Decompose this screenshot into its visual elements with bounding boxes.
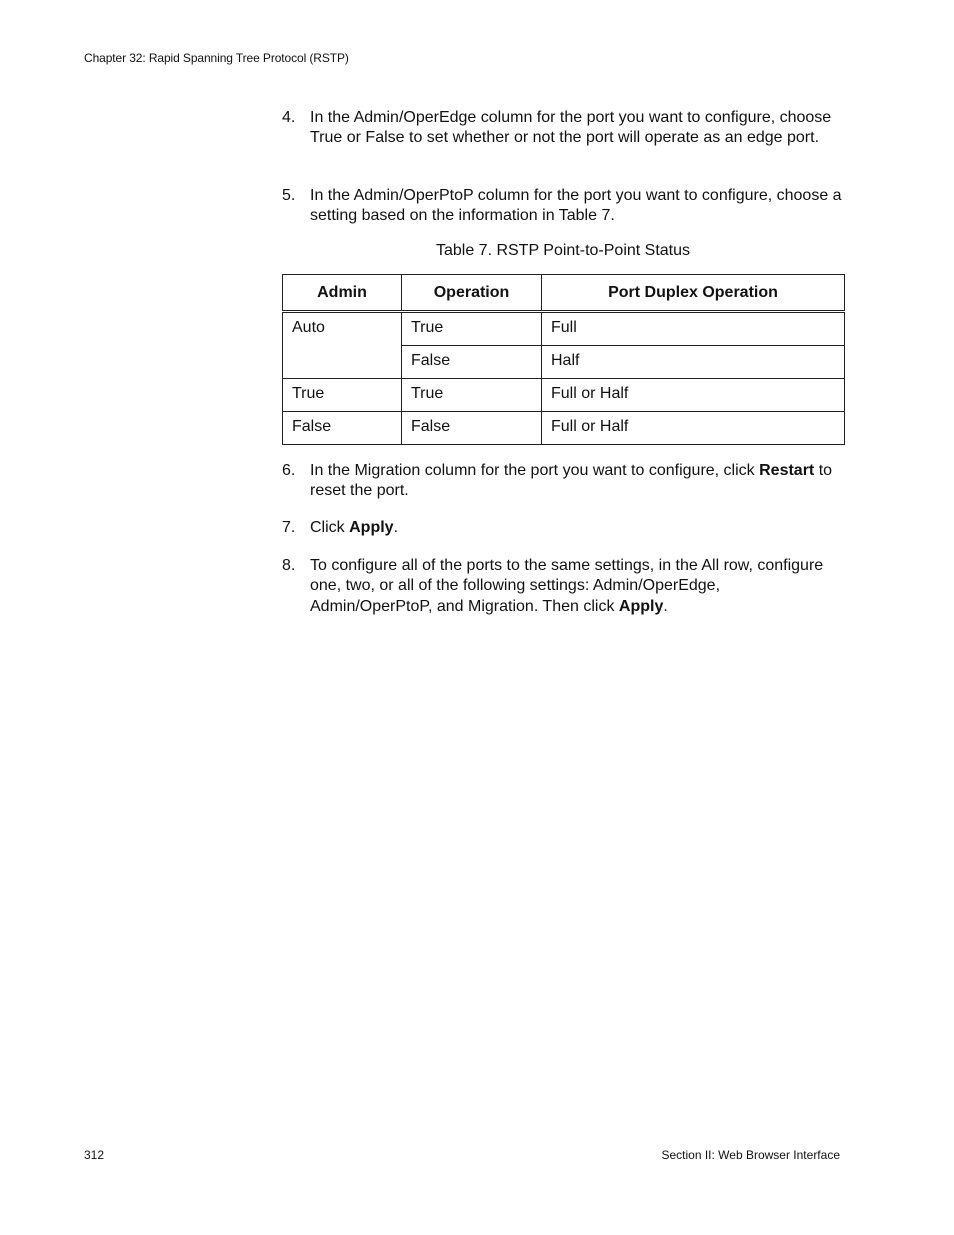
step-text (310, 518, 845, 538)
table-row (283, 412, 845, 445)
table-header-row (283, 275, 845, 312)
cell-operation: True (402, 379, 542, 412)
step-6 (282, 461, 852, 502)
step-text-part: Click (310, 519, 350, 536)
cell-operation: False (402, 412, 542, 445)
cell-duplex: Half (542, 346, 845, 379)
rstp-point-to-point-table (282, 274, 845, 445)
step-text: In the Admin/OperPtoP column for the port you want to configure, choose a setting based on the information in Table 7. (310, 187, 842, 225)
running-footer-section: Section II: Web Browser Interface (661, 1148, 840, 1162)
column-header-admin: Admin (283, 275, 402, 312)
cell-duplex: Full or Half (542, 379, 845, 412)
page-number: 312 (84, 1148, 105, 1162)
running-header: Chapter 32: Rapid Spanning Tree Protocol (RSTP) (84, 51, 349, 65)
step-text (310, 461, 845, 502)
apply-label: Apply (349, 519, 394, 536)
step-8 (282, 556, 852, 617)
table-caption: Table 7. RSTP Point-to-Point Status (435, 242, 691, 259)
step-text (310, 556, 845, 617)
table-row (283, 312, 845, 346)
cell-admin: Auto (283, 312, 402, 379)
step-text-part: to reset the port. (310, 462, 833, 500)
table-row (283, 379, 845, 412)
step-text: In the Admin/OperEdge column for the port you want to configure, choose True or False to set whether or not the port will operate as an edge port. (310, 109, 832, 147)
cell-admin: False (283, 412, 402, 445)
step-text-part: To configure all of the ports to the same settings, in the All row, configure one, two, or all of the following settings: Admin/OperEdge, Admin/OperPtoP, and Migration. Then click (310, 557, 824, 615)
cell-operation: True (402, 312, 542, 346)
step-7 (282, 518, 852, 538)
cell-operation: False (402, 346, 542, 379)
step-number: 8. (282, 557, 296, 574)
column-header-port-duplex: Port Duplex Operation (542, 275, 845, 312)
step-number: 4. (282, 109, 296, 126)
column-header-operation: Operation (402, 275, 542, 312)
cell-duplex: Full or Half (542, 412, 845, 445)
apply-label: Apply (618, 597, 664, 615)
step-number: 6. (282, 462, 296, 479)
restart-label: Restart (759, 462, 815, 479)
step-number: 7. (282, 519, 296, 536)
step-text-part: In the Migration column for the port you want to configure, click (310, 462, 760, 479)
cell-duplex: Full (542, 312, 845, 346)
step-5 (282, 186, 852, 227)
cell-admin: True (283, 379, 402, 412)
step-4 (282, 108, 852, 149)
step-text-part: . (393, 519, 399, 536)
step-text-part: . (663, 597, 668, 615)
step-number: 5. (282, 187, 296, 204)
